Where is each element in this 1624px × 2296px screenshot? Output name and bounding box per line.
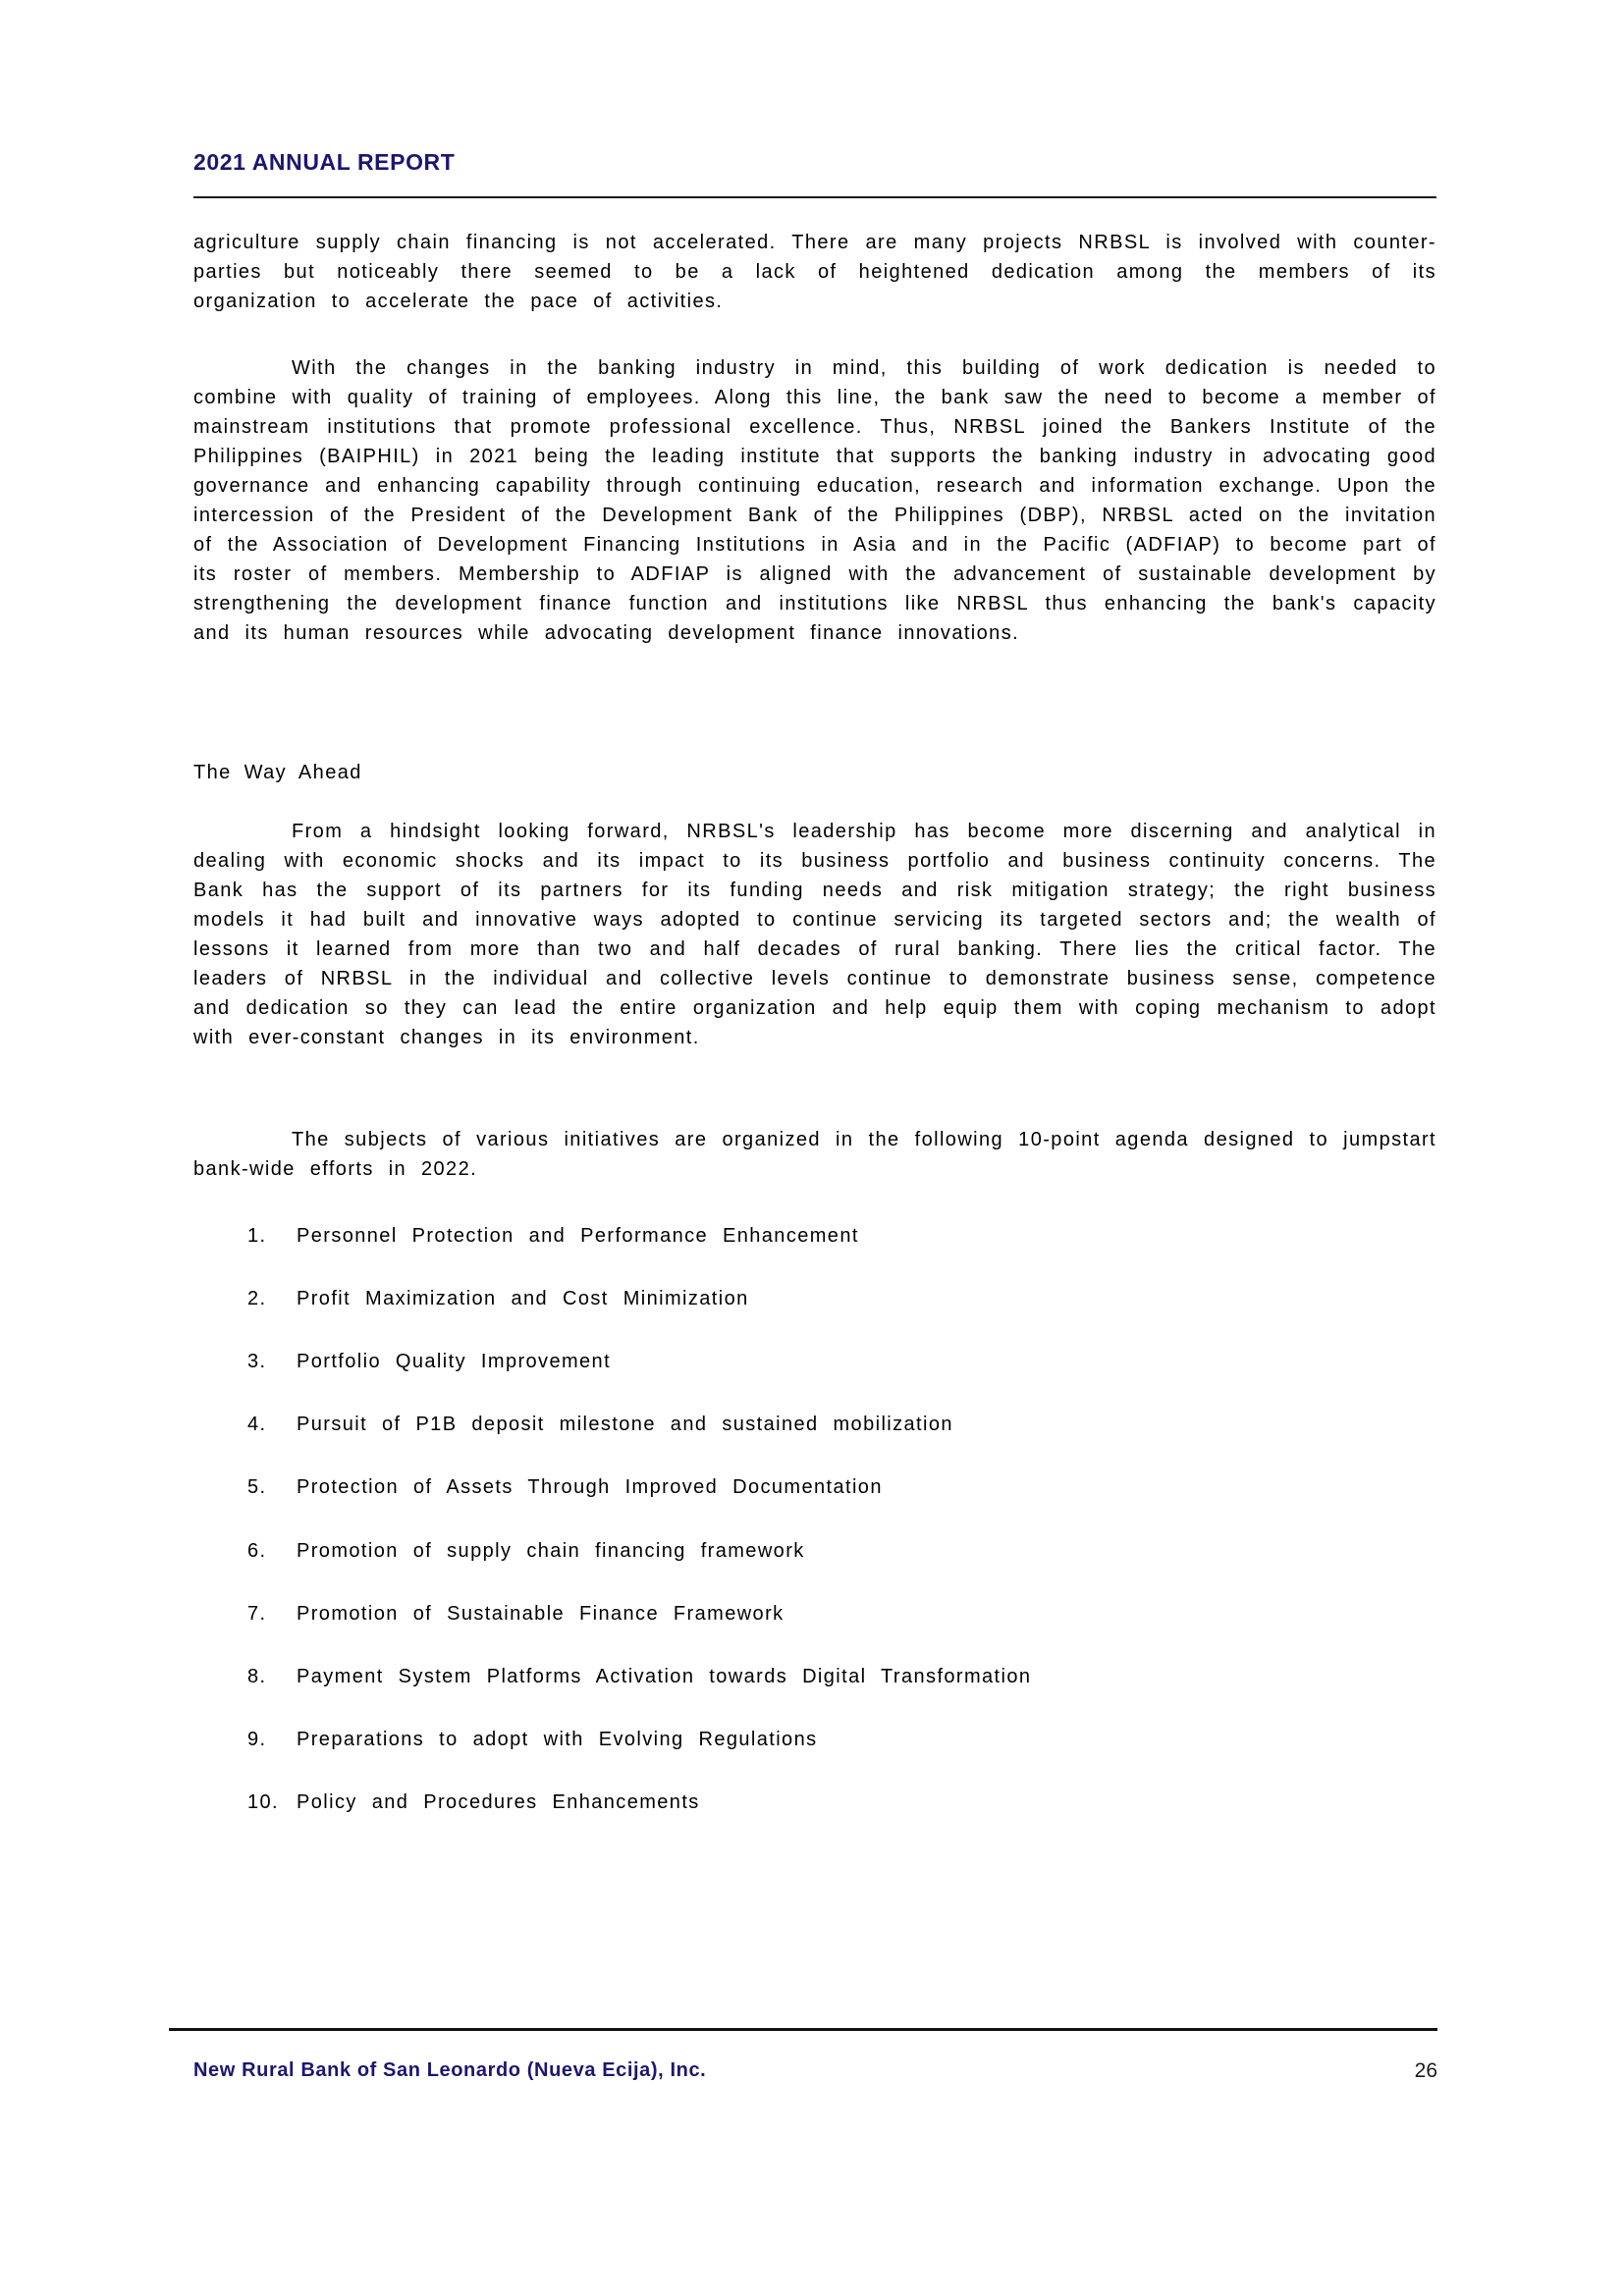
header-rule [193, 196, 1436, 198]
agenda-item-number: 2. [247, 1288, 267, 1309]
agenda-item-text: Protection of Assets Through Improved Documentation [297, 1476, 883, 1498]
agenda-item [247, 1347, 1437, 1376]
agenda-item-text: Policy and Procedures Enhancements [297, 1791, 700, 1813]
agenda-item-text: Pursuit of P1B deposit milestone and sustained mobilization [297, 1414, 953, 1435]
agenda-item-number: 7. [247, 1603, 267, 1625]
footer-rule [169, 2028, 1437, 2031]
agenda-item-number: 9. [247, 1729, 267, 1750]
agenda-item-number: 4. [247, 1414, 267, 1435]
agenda-item [247, 1410, 1437, 1439]
paragraph-banking-industry: With the changes in the banking industry in mind, this building of work dedication is needed to combine with quality of training of employees. Along this line, the bank saw the need to become a member of mainstream institutions that promote professional excellence. Thus, NRBSL joined the Bankers Institute of the Philippines (BAIPHIL) in 2021 being the leading institute that supports the banking industry in advocating good governance and enhancing capability through continuing education, research and information exchange. Upon the intercession of the President of the Development Bank of the Philippines (DBP), NRBSL acted on the invitation of the Association of Development Financing Institutions in Asia and in the Pacific (ADFIAP) to become part of its roster of members. Membership to ADFIAP is aligned with the advancement of sustainable development by strengthening the development finance function and institutions like NRBSL thus enhancing the bank's capacity and its human resources while advocating development finance innovations. [193, 357, 1436, 644]
paragraph-hindsight: From a hindsight looking forward, NRBSL's leadership has become more discerning and analytical in dealing with economic shocks and its impact to its business portfolio and business continuity concerns. The Bank has the support of its partners for its funding needs and risk mitigation strategy; the right business models it had built and innovative ways adopted to continue servicing its targeted sectors and; the wealth of lessons it learned from more than two and half decades of rural banking. There lies the critical factor. The leaders of NRBSL in the individual and collective levels continue to demonstrate business sense, competence and dedication so they can lead the entire organization and help equip them with coping mechanism to adopt with ever-constant changes in its environment. [193, 821, 1436, 1048]
paragraph-agriculture-supply: agriculture supply chain financing is not accelerated. There are many projects NRBSL is involved with counter-parties but noticeably there seemed to be a lack of heightened dedication among the members of its organization to accelerate the pace of activities. [193, 232, 1436, 312]
section-heading-the-way-ahead: The Way Ahead [193, 762, 362, 783]
page-number: 26 [1414, 2059, 1437, 2082]
agenda-item-number: 5. [247, 1476, 267, 1498]
agenda-item-number: 1. [247, 1225, 267, 1247]
agenda-item [247, 1221, 1437, 1251]
agenda-item [247, 1472, 1437, 1502]
agenda-item-text: Profit Maximization and Cost Minimization [297, 1288, 749, 1309]
agenda-item-text: Promotion of supply chain financing framework [297, 1540, 805, 1562]
page-title: 2021 ANNUAL REPORT [193, 149, 456, 175]
agenda-item [247, 1725, 1437, 1754]
agenda-item-number: 3. [247, 1351, 267, 1372]
footer-bank-name: New Rural Bank of San Leonardo (Nueva Ecija), Inc. [193, 2059, 707, 2081]
agenda-item [247, 1662, 1437, 1691]
agenda-item-text: Preparations to adopt with Evolving Regulations [297, 1729, 818, 1750]
agenda-item-number: 8. [247, 1666, 267, 1687]
agenda-item [247, 1536, 1437, 1566]
agenda-item-number: 6. [247, 1540, 267, 1562]
agenda-item-text: Personnel Protection and Performance Enhancement [297, 1225, 859, 1247]
agenda-item [247, 1788, 1437, 1817]
agenda-item-text: Promotion of Sustainable Finance Framework [297, 1603, 785, 1625]
agenda-item-text: Payment System Platforms Activation towards Digital Transformation [297, 1666, 1032, 1687]
agenda-item [247, 1599, 1437, 1629]
agenda-item [247, 1284, 1437, 1313]
agenda-item-number: 10. [247, 1791, 280, 1813]
agenda-item-text: Portfolio Quality Improvement [297, 1351, 612, 1372]
paragraph-ten-point-agenda-intro: The subjects of various initiatives are organized in the following 10-point agenda designed to jumpstart bank-wide efforts in 2022. [193, 1129, 1436, 1180]
